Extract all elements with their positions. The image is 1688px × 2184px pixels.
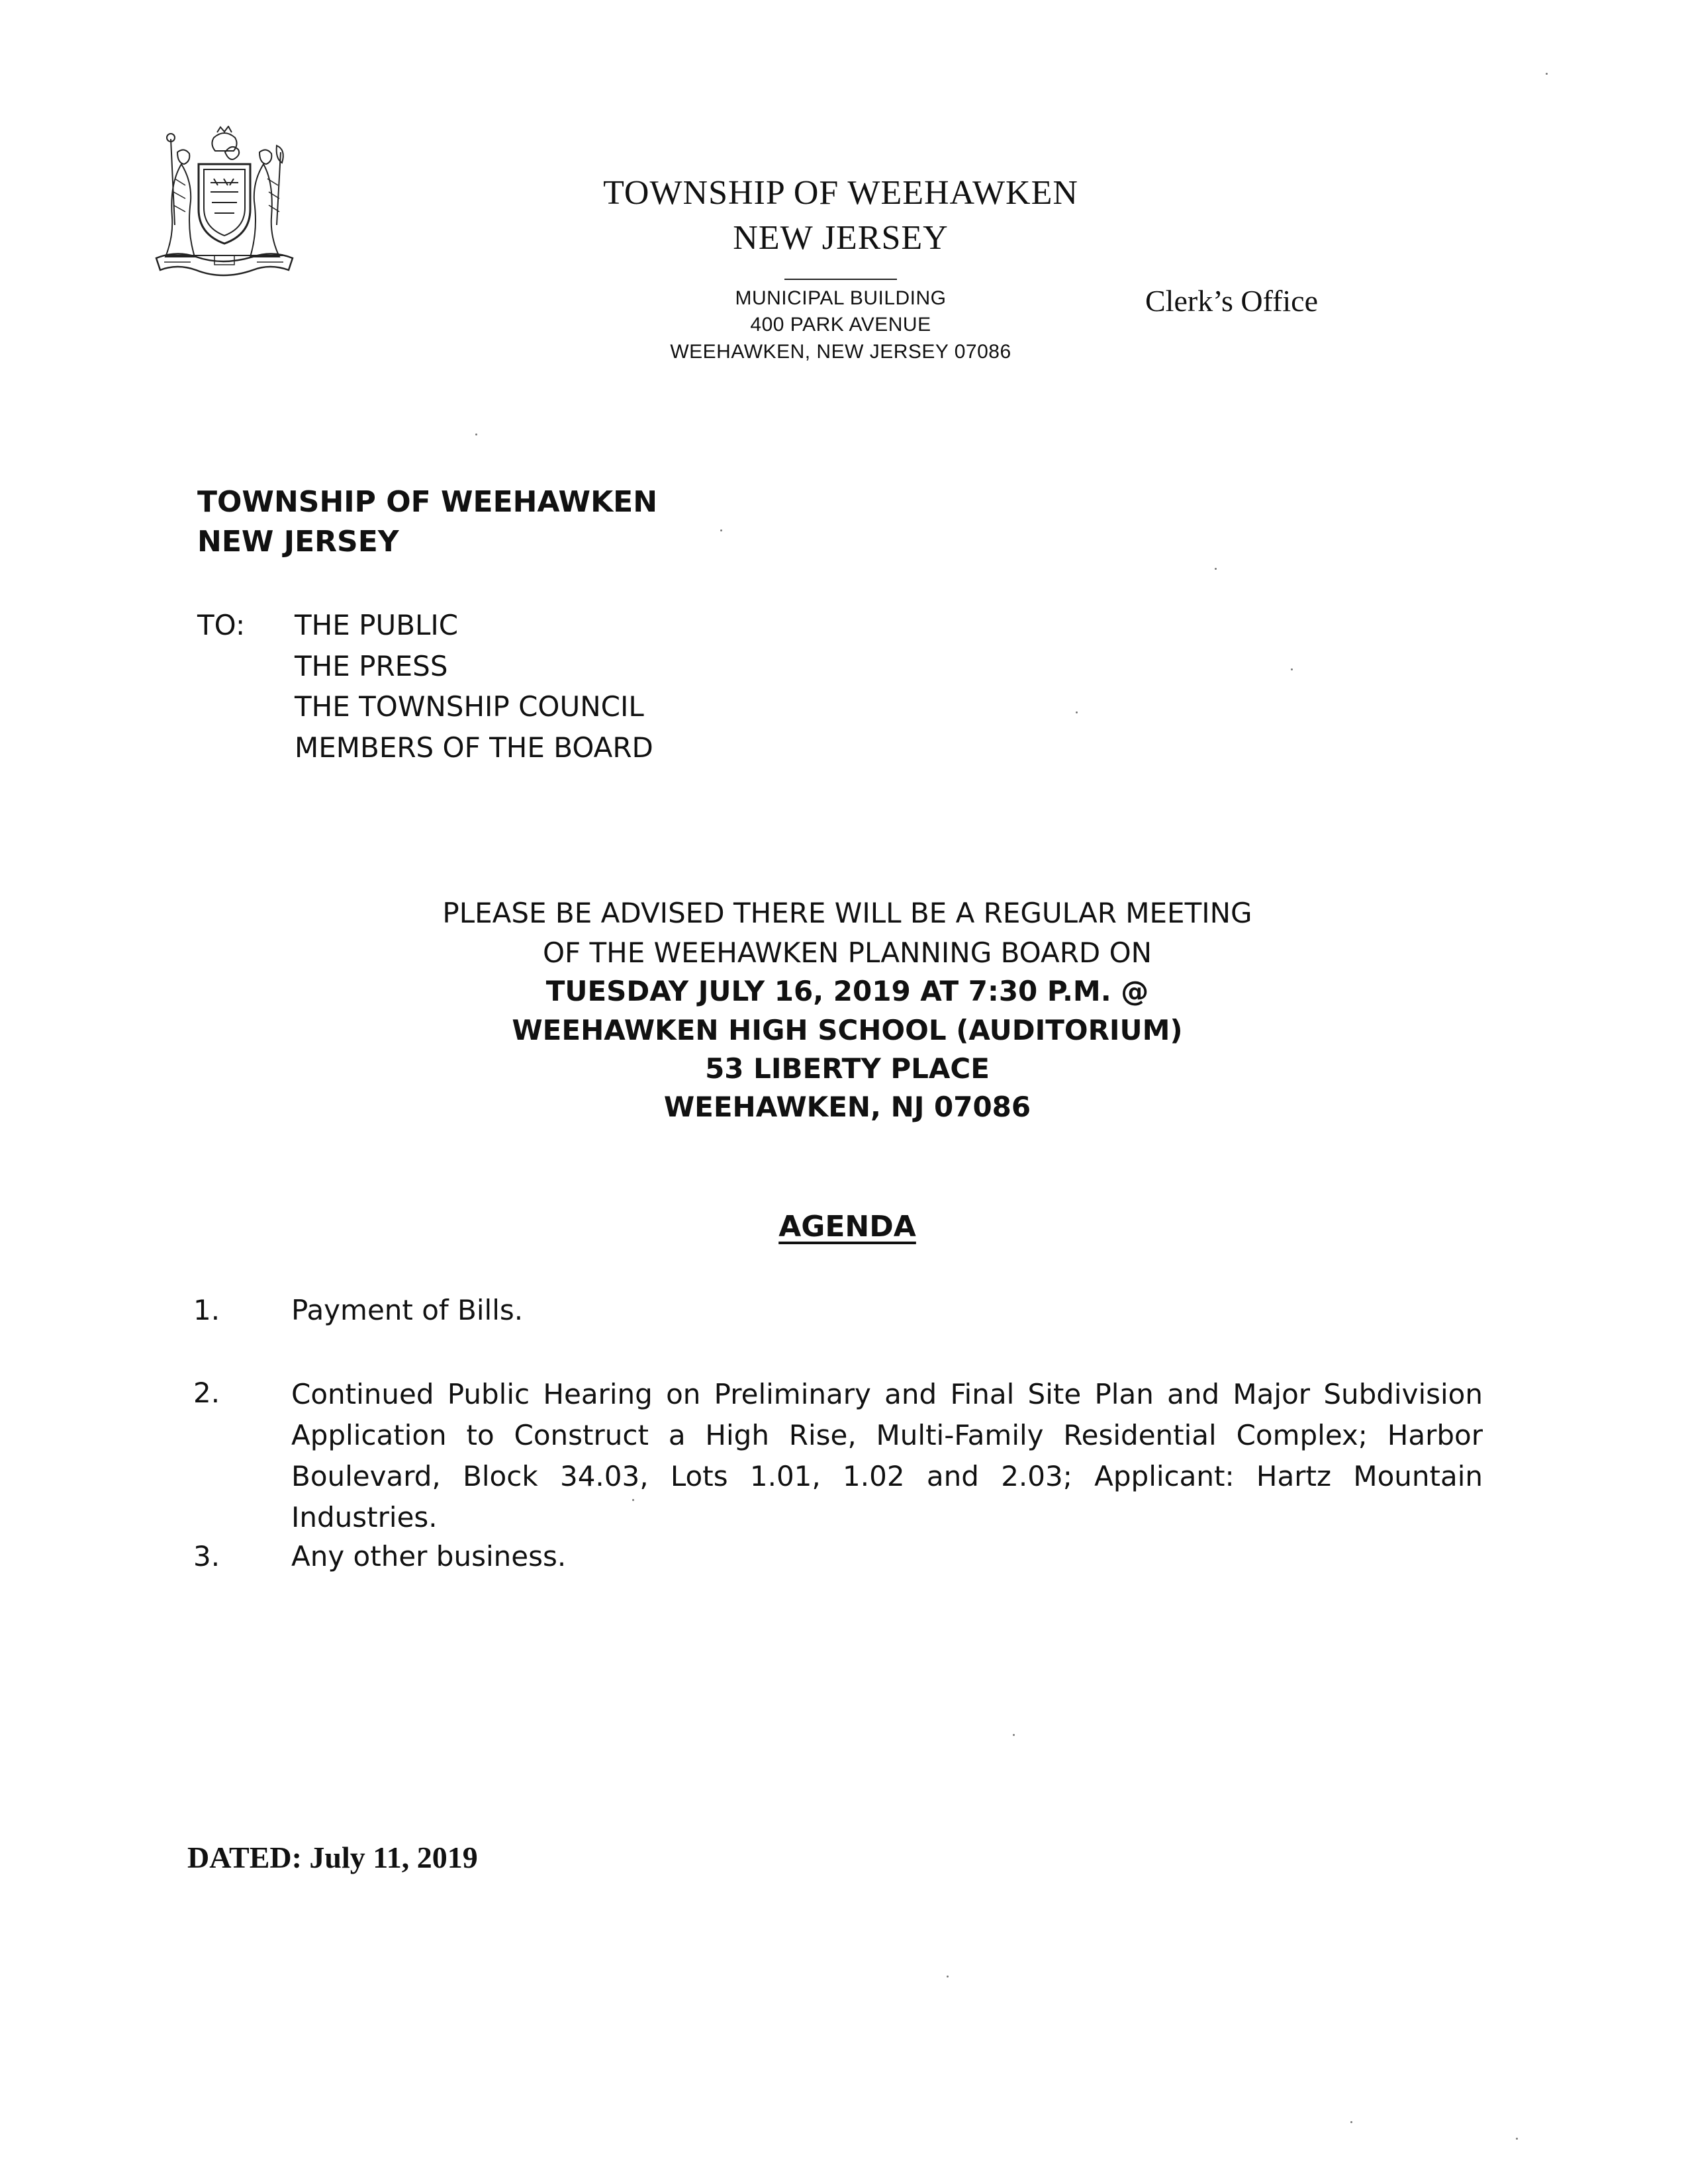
letterhead-title: TOWNSHIP OF WEEHAWKEN — [603, 174, 1078, 212]
agenda-item-line: Boulevard, Block 34.03, Lots 1.01, 1.02 and 2.03; Applicant: Hartz Mountain Industries. — [291, 1460, 1483, 1533]
agenda-item-line: Payment of Bills. — [291, 1294, 524, 1326]
scan-speck — [475, 433, 477, 435]
notice-line: PLEASE BE ADVISED THERE WILL BE A REGULAR MEETING — [442, 897, 1252, 929]
agenda-item-line: Any other business. — [291, 1540, 567, 1572]
letterhead-subtitle: NEW JERSEY — [733, 219, 949, 257]
scan-speck — [1076, 711, 1078, 713]
scan-speck — [1516, 2138, 1518, 2140]
recipient-item: MEMBERS OF THE BOARD — [295, 731, 653, 764]
recipient-item: THE PRESS — [295, 650, 448, 682]
agenda-item-text — [291, 1294, 1483, 1326]
organization-name: TOWNSHIP OF WEEHAWKEN — [197, 485, 658, 519]
scan-speck — [1350, 2121, 1352, 2123]
new-jersey-state-seal-icon — [151, 126, 298, 285]
agenda-title: AGENDA — [778, 1210, 916, 1244]
scan-speck — [1546, 73, 1548, 75]
dated-line: DATED: July 11, 2019 — [187, 1841, 478, 1874]
agenda-item-line: Application to Construct a High Rise, Multi-Family Residential Complex; Harbor — [291, 1419, 1483, 1451]
letterhead-address-line: MUNICIPAL BUILDING — [735, 287, 947, 309]
agenda-item-number: 3. — [193, 1540, 220, 1572]
meeting-street: 53 LIBERTY PLACE — [705, 1052, 990, 1085]
scan-speck — [1013, 1734, 1015, 1736]
agenda-item-line: Continued Public Hearing on Preliminary and Final Site Plan and Major Subdivision — [291, 1378, 1483, 1410]
meeting-venue: WEEHAWKEN HIGH SCHOOL (AUDITORIUM) — [512, 1014, 1183, 1046]
notice-line: OF THE WEEHAWKEN PLANNING BOARD ON — [542, 936, 1152, 969]
letterhead-office: Clerk’s Office — [1145, 284, 1319, 318]
meeting-datetime: TUESDAY JULY 16, 2019 AT 7:30 P.M. @ — [545, 975, 1149, 1007]
letterhead-divider — [784, 279, 897, 280]
letterhead-address-line: 400 PARK AVENUE — [750, 314, 931, 336]
meeting-city: WEEHAWKEN, NJ 07086 — [663, 1091, 1031, 1123]
organization-state: NEW JERSEY — [197, 525, 399, 559]
recipients-label: TO: — [197, 609, 246, 641]
recipient-item: THE TOWNSHIP COUNCIL — [295, 690, 644, 723]
scan-speck — [1215, 568, 1217, 570]
agenda-item-text — [291, 1374, 1483, 1533]
agenda-item-number: 1. — [193, 1294, 220, 1326]
agenda-item-number: 2. — [193, 1377, 220, 1409]
scan-speck — [720, 529, 722, 531]
recipient-item: THE PUBLIC — [295, 609, 459, 641]
agenda-item-text — [291, 1540, 1483, 1572]
scan-speck — [947, 1976, 949, 1978]
scan-speck — [632, 1499, 634, 1501]
letterhead-address-line: WEEHAWKEN, NEW JERSEY 07086 — [670, 341, 1011, 363]
scan-speck — [1291, 668, 1293, 670]
